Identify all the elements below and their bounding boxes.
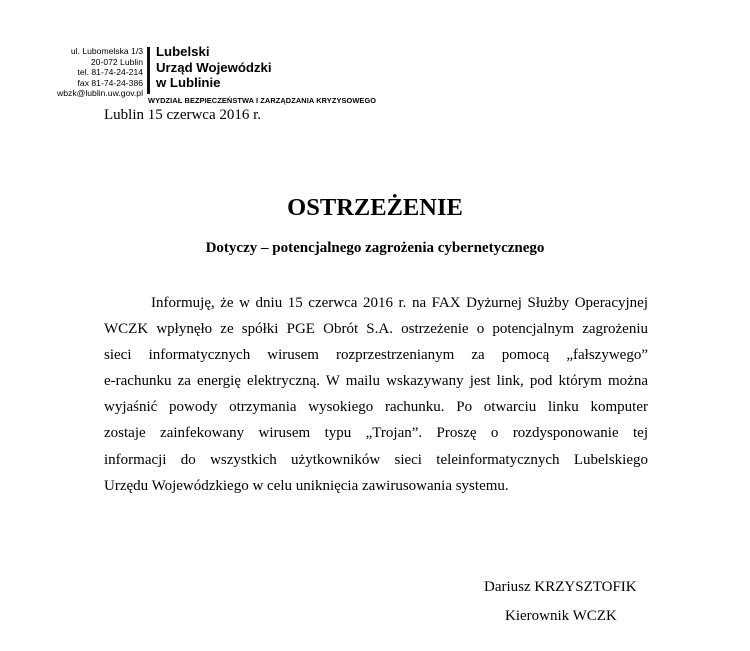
address-postal-city: 20-072 Lublin — [90, 56, 143, 67]
body-line: sieci informatycznych wirusem rozprzestrzenianym za pomocą „fałszywego” — [104, 347, 648, 364]
body-line: e-rachunku za energię elektryczną. W mailu wskazywany jest link, pod którym można — [104, 373, 648, 390]
address-email: wbzk@lublin.uw.gov.pl — [57, 88, 143, 98]
org-line-3: w Lublinie — [156, 75, 221, 90]
body-line: WCZK wpłynęło ze spółki PGE Obrót S.A. ostrzeżenie o potencjalnym zagrożeniu — [104, 321, 648, 338]
letterhead-divider — [147, 47, 150, 94]
body-line: Informuję, że w dniu 15 czerwca 2016 r. na FAX Dyżurnej Służby Operacyjnej — [151, 295, 648, 311]
signature-role: Kierownik WCZK — [505, 608, 617, 624]
document-title: OSTRZEŻENIE — [287, 194, 463, 221]
address-street: ul. Lubomelska 1/3 — [70, 46, 143, 56]
org-line-2: Urząd Wojewódzki — [156, 59, 272, 75]
letterhead-address — [40, 46, 143, 99]
body-line: zostaje zainfekowany wirusem typu „Trojan”. Proszę o rozdysponowanie tej — [104, 425, 648, 442]
body-line: wyjaśnić powody otrzymania wysokiego rachunku. Po otwarciu linku komputer — [104, 399, 648, 416]
body-line: Urzędu Wojewódzkiego w celu uniknięcia zawirusowania systemu. — [104, 477, 509, 494]
letterhead-organization — [156, 44, 272, 91]
document-subtitle: Dotyczy – potencjalnego zagrożenia cybernetycznego — [205, 240, 545, 256]
org-line-1: Lubelski — [156, 44, 210, 59]
letterhead-department: WYDZIAŁ BEZPIECZEŃSTWA I ZARZĄDZANIA KRYZYSOWEGO — [148, 96, 377, 105]
body-paragraph — [104, 290, 648, 499]
address-phone: tel. 81-74-24-214 — [77, 67, 143, 77]
signature-name: Dariusz KRZYSZTOFIK — [484, 579, 637, 595]
body-line: informacji do wszystkich użytkowników sieci teleinformatycznych Lubelskiego — [104, 451, 648, 468]
address-fax: fax 81-74-24-386 — [77, 77, 143, 88]
place-date: Lublin 15 czerwca 2016 r. — [104, 107, 262, 123]
